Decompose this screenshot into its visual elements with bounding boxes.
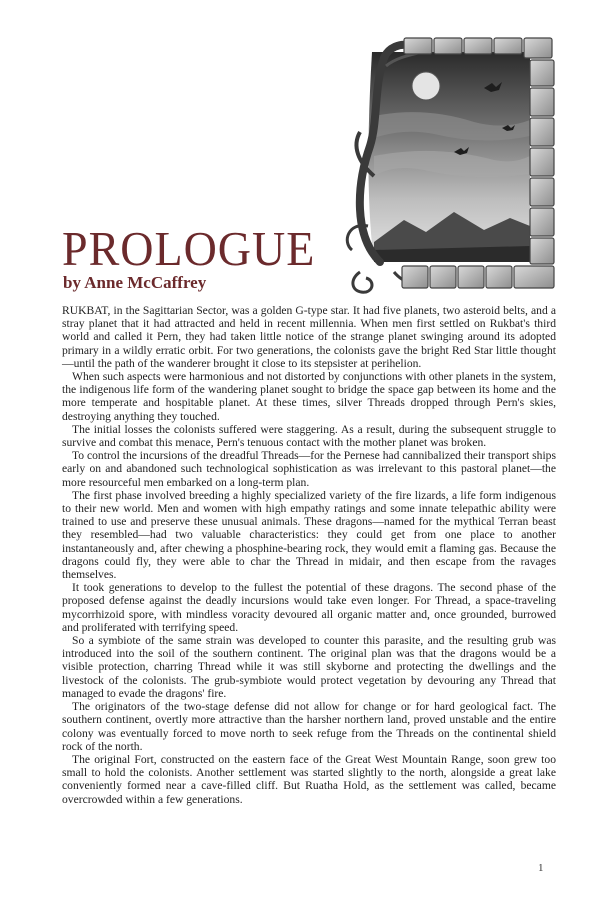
paragraph: So a symbiote of the same strain was developed to counter this parasite, and the resulting grub was introduced into the soil of the southern continent. The original plan was that the dragons would be a visible protection, charring Thread while it was still skyborne and protecting the dwellings and the livestock of the colonists. The grub-symbiote would protect vegetation by devouring any Thread that managed to evade the dragons' fire. — [62, 634, 556, 700]
paragraph: The original Fort, constructed on the eastern face of the Great West Mountain Range, soon grew too small to hold the colonists. Another settlement was started slightly to the north, alongside a great lake conveniently formed near a cave-filled cliff. But Ruatha Hold, as the settlement was called, became overcrowded within a few generations. — [62, 752, 556, 806]
paragraph: The first phase involved breeding a highly specialized variety of the fire lizards, a life form indigenous to their new world. Men and women with high empathy ratings and some innate telepathic ability were trained to use and preserve these unusual animals. These dragons—named for the mythical Terran beast they resembled—had two valuable characteristics: they could get from one place to another instantaneously and, after chewing a phosphine-bearing rock, they would emit a flaming gas. Because the dragons could fly, they were able to char the Thread in midair, and then escape from the ravages themselves. — [62, 488, 556, 582]
paragraph: RUKBAT, in the Sagittarian Sector, was a golden G-type star. It had five planets, two asteroid belts, and a stray planet that it had attracted and held in recent millennia. When men first settled on Rukbat's third world and called it Pern, they had taken little notice of the strange planet swinging around its adopted primary in a wildly erratic orbit. For two generations, the colonists gave the bright Red Star little thought—until the path of the wanderer brought it close to its stepsister at perihelion. — [62, 304, 556, 370]
paragraph: It took generations to develop to the fullest the potential of these dragons. The second phase of the proposed defense against the deadly incursions would take even longer. For Thread, a space-traveling mycorrhizoid spore, with mindless voracity devoured all organic matter and, once grounded, burrowed and proliferated with terrifying speed. — [62, 581, 556, 634]
body-text — [62, 304, 556, 806]
chapter-illustration — [334, 36, 558, 298]
chapter-title: PROLOGUE — [62, 221, 316, 276]
page-number: 1 — [538, 862, 544, 874]
paragraph: To control the incursions of the dreadful Threads—for the Pernese had cannibalized their transport ships early on and abandoned such technological sophistication as was irrelevant to this pastoral planet—the more resourceful men embarked on a long-term plan. — [62, 449, 556, 489]
paragraph: The originators of the two-stage defense did not allow for change or for hard geological fact. The southern continent, overtly more attractive than the harsher northern land, proved unstable and the entire colony was eventually forced to move north to seek refuge from the Threads on the continental shield rock of the north. — [62, 700, 556, 753]
paragraph: When such aspects were harmonious and not distorted by conjunctions with other planets in the system, the indigenous life form of the wandering planet sought to bridge the space gap between its home and the more temperate and hospitable planet. At these times, silver Threads dropped through Pern's skies, destroying anything they touched. — [62, 370, 556, 423]
chapter-author: by Anne McCaffrey — [63, 273, 207, 292]
paragraph: The initial losses the colonists suffered were staggering. As a result, during the subsequent struggle to survive and combat this menace, Pern's tenuous contact with the mother planet was broken. — [62, 422, 556, 450]
